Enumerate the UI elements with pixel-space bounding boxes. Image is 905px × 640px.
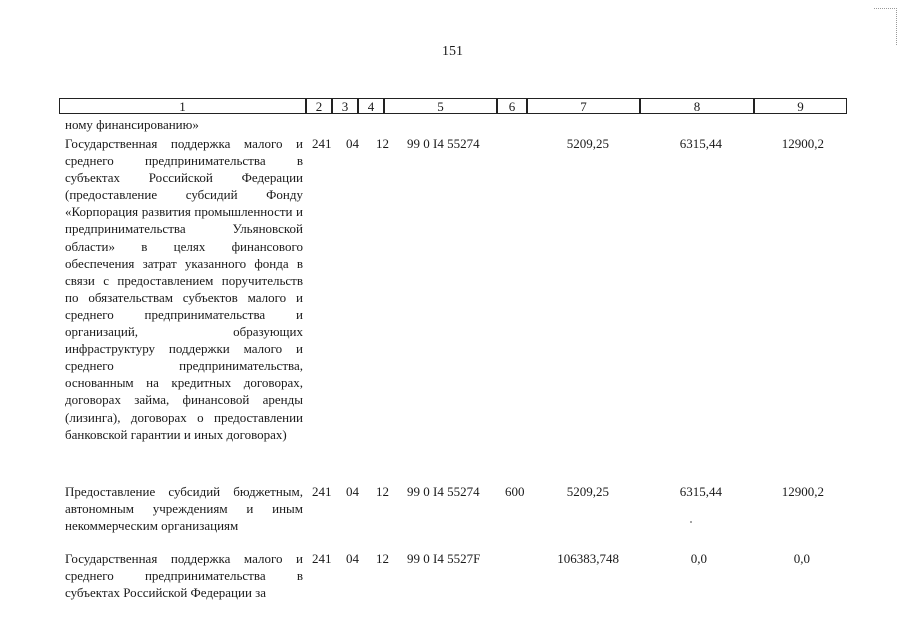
header-col-5: 5	[384, 98, 497, 114]
page-number: 151	[442, 44, 463, 59]
row-3-col-5: 99 0 I4 5527F	[407, 551, 481, 566]
row-1-col-2: 241	[312, 136, 332, 151]
row-3-col-8: 0,0	[690, 551, 707, 566]
row-1-col-7: 5209,25	[566, 136, 609, 151]
header-col-7: 7	[527, 98, 640, 114]
header-col-3: 3	[332, 98, 358, 114]
row-2-description: Предоставление субсидий бюджетным, автономным учреждениям и иным некоммерческим организациям	[65, 484, 303, 534]
row-1-col-8: 6315,44	[679, 136, 722, 151]
header-col-9: 9	[754, 98, 847, 114]
row-2-col-7: 5209,25	[566, 484, 609, 499]
row-3-description: Государственная поддержка малого и среднего предпринимательства в субъектах Российской Федерации за	[65, 551, 303, 601]
header-col-8: 8	[640, 98, 754, 114]
row-2-col-3: 04	[346, 484, 359, 499]
row-2-col-4: 12	[376, 484, 389, 499]
row-3-col-7: 106383,748	[557, 551, 619, 566]
row-2-col-6: 600	[505, 484, 525, 499]
row-3-col-2: 241	[312, 551, 332, 566]
header-col-6: 6	[497, 98, 527, 114]
continuation-text: ному финансированию»	[65, 117, 199, 132]
row-2-col-2: 241	[312, 484, 332, 499]
row-1-col-9: 12900,2	[781, 136, 824, 151]
row-3-col-3: 04	[346, 551, 359, 566]
header-col-1: 1	[59, 98, 306, 114]
row-1-description: Государственная поддержка малого и среднего предпринимательства в субъектах Российской Федерации (предоставление субсидий Фонду «Корпорация развития промышленности и предпринимательства Ульяновской области» в целях финансового обеспечения затрат указанного фонда в связи с предоставлением поручительств по обязательствам субъектов малого и среднего предпринимательства и организаций, образующих инфраструктуру поддержки малого и среднего предпринимательства, основанным на кредитных договорах, договорах займа, финансовой аренды (лизинга), договорах о предоставлении банковской гарантии и иных договорах)	[65, 136, 303, 442]
row-2-col-5: 99 0 I4 55274	[407, 484, 480, 499]
row-1-col-3: 04	[346, 136, 359, 151]
scan-corner-mark	[874, 8, 897, 45]
row-3-col-4: 12	[376, 551, 389, 566]
row-2-col-9: 12900,2	[781, 484, 824, 499]
row-3-col-9: 0,0	[793, 551, 810, 566]
row-1-col-5: 99 0 I4 55274	[407, 136, 480, 151]
row-1-col-4: 12	[376, 136, 389, 151]
scan-speck	[690, 521, 692, 523]
row-2-col-8: 6315,44	[679, 484, 722, 499]
header-col-2: 2	[306, 98, 332, 114]
header-col-4: 4	[358, 98, 384, 114]
